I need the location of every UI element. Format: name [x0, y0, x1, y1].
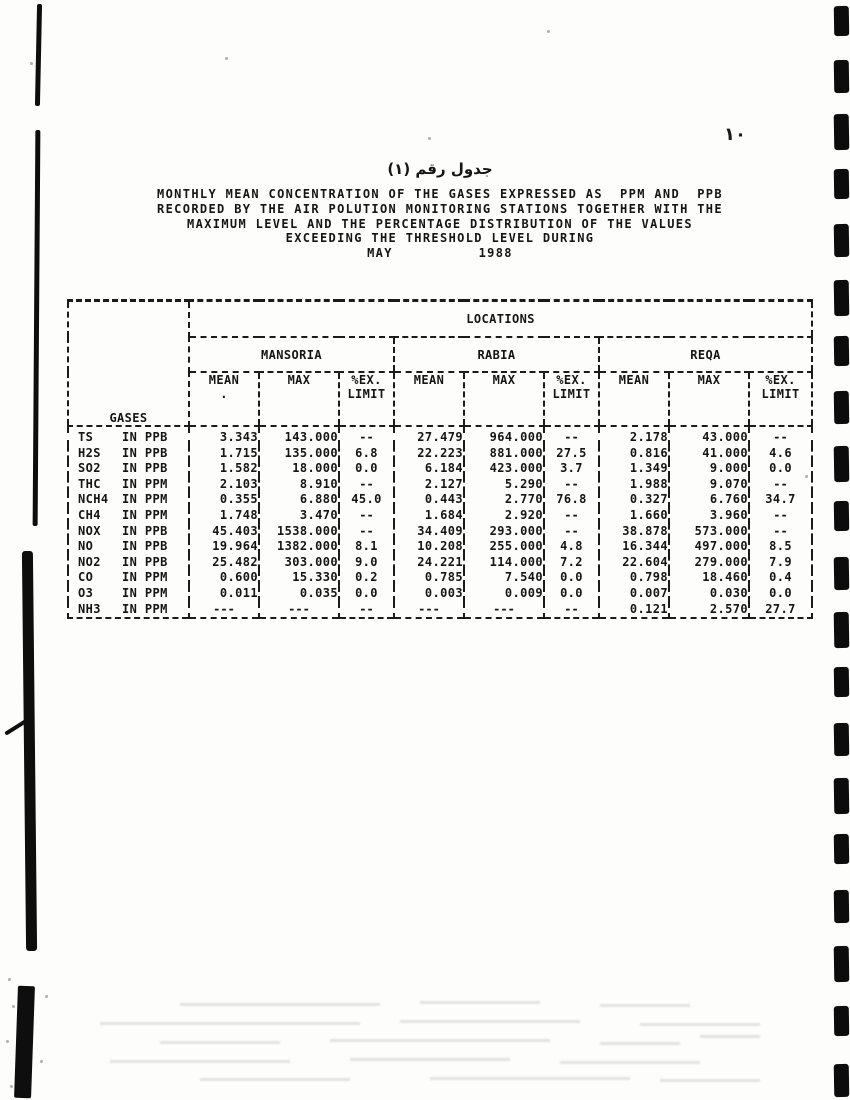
value-cell: 143.000: [259, 426, 339, 446]
gas-cell: [68, 570, 189, 586]
value-cell: ---: [394, 602, 464, 619]
table-row: [68, 602, 812, 619]
value-cell: 34.409: [394, 524, 464, 540]
bleed-through-noise: [560, 1061, 700, 1064]
bleed-through-noise: [180, 1003, 380, 1006]
value-cell: 0.0: [749, 586, 812, 602]
scan-speck: [30, 62, 33, 65]
table-number-arabic: جدول رقم (١): [387, 160, 493, 178]
value-cell: 0.011: [189, 586, 259, 602]
binding-hole-mark: [834, 336, 850, 366]
value-cell: 43.000: [669, 426, 749, 446]
document-title-line: MONTHLY MEAN CONCENTRATION OF THE GASES EXPRESSED AS PPM AND PPB: [157, 187, 723, 201]
bleed-through-noise: [420, 1001, 540, 1004]
bleed-through-noise: [640, 1023, 760, 1026]
gas-unit: IN PPM: [122, 507, 168, 522]
bleed-through-noise: [600, 1004, 690, 1007]
value-cell: --: [544, 508, 599, 524]
binding-hole-mark: [834, 890, 850, 923]
gas-cell: [68, 477, 189, 493]
scan-speck: [6, 1040, 9, 1043]
value-cell: 25.482: [189, 555, 259, 571]
col-header-ex-label: %EX.: [556, 373, 587, 387]
value-cell: 0.798: [599, 570, 669, 586]
value-cell: --: [544, 477, 599, 493]
gas-unit: IN PPM: [122, 476, 168, 491]
value-cell: 0.443: [394, 492, 464, 508]
page-number: ١٠: [724, 124, 746, 145]
value-cell: 135.000: [259, 446, 339, 462]
value-cell: 6.760: [669, 492, 749, 508]
value-cell: 7.540: [464, 570, 544, 586]
gas-name: NO2: [78, 554, 101, 569]
value-cell: 45.403: [189, 524, 259, 540]
value-cell: 6.880: [259, 492, 339, 508]
binding-hole-mark: [834, 1064, 850, 1097]
value-cell: 0.0: [339, 461, 394, 477]
value-cell: 0.600: [189, 570, 259, 586]
col-header-max: MAX: [259, 372, 339, 426]
gas-cell: [68, 426, 189, 446]
value-cell: 964.000: [464, 426, 544, 446]
col-header-max: MAX: [464, 372, 544, 426]
table-row: [68, 539, 812, 555]
value-cell: 881.000: [464, 446, 544, 462]
bleed-through-noise: [110, 1060, 290, 1063]
value-cell: --: [544, 426, 599, 446]
scan-speck: [12, 1005, 15, 1008]
gas-unit: IN PPB: [122, 523, 168, 538]
value-cell: 3.343: [189, 426, 259, 446]
value-cell: --: [749, 508, 812, 524]
gas-cell: [68, 555, 189, 571]
binding-hole-mark: [834, 612, 850, 648]
value-cell: 27.479: [394, 426, 464, 446]
value-cell: 0.030: [669, 586, 749, 602]
value-cell: 0.355: [189, 492, 259, 508]
bleed-through-noise: [160, 1041, 280, 1044]
scan-edge-stroke: [14, 986, 35, 1099]
binding-hole-mark: [834, 1006, 850, 1036]
value-cell: 0.0: [544, 570, 599, 586]
locations-header: LOCATIONS: [189, 301, 812, 338]
value-cell: 5.290: [464, 477, 544, 493]
table-row: [68, 446, 812, 462]
value-cell: 0.816: [599, 446, 669, 462]
value-cell: 1.582: [189, 461, 259, 477]
gas-cell: [68, 602, 189, 619]
col-header-ex-limit: [339, 372, 394, 426]
col-header-mean-label: MEAN: [208, 373, 240, 387]
value-cell: 1.988: [599, 477, 669, 493]
location-header-mansoria: MANSORIA: [189, 337, 394, 372]
value-cell: 6.8: [339, 446, 394, 462]
binding-hole-mark: [834, 280, 850, 316]
col-header-ex-label: %EX.: [351, 373, 382, 387]
value-cell: 1.715: [189, 446, 259, 462]
gas-cell: [68, 508, 189, 524]
value-cell: 114.000: [464, 555, 544, 571]
value-cell: 4.6: [749, 446, 812, 462]
location-header-rabia: RABIA: [394, 337, 599, 372]
gas-name: SO2: [78, 461, 101, 476]
value-cell: 2.178: [599, 426, 669, 446]
gas-unit: IN PPB: [122, 461, 168, 476]
binding-hole-mark: [834, 224, 850, 257]
binding-hole-mark: [834, 114, 850, 150]
value-cell: 0.003: [394, 586, 464, 602]
bleed-through-noise: [330, 1039, 550, 1042]
value-cell: 76.8: [544, 492, 599, 508]
binding-hole-mark: [834, 667, 850, 697]
value-cell: 8.1: [339, 539, 394, 555]
gas-cell: [68, 461, 189, 477]
col-header-limit-label: LIMIT: [552, 387, 591, 401]
value-cell: --: [544, 524, 599, 540]
binding-hole-mark: [834, 6, 850, 36]
value-cell: 18.460: [669, 570, 749, 586]
col-header-ex-limit: [544, 372, 599, 426]
value-cell: 3.470: [259, 508, 339, 524]
value-cell: 0.785: [394, 570, 464, 586]
binding-hole-mark: [834, 391, 850, 424]
gas-name: NOX: [78, 523, 101, 538]
value-cell: 573.000: [669, 524, 749, 540]
gas-unit: IN PPM: [122, 585, 168, 600]
col-header-mean: MEAN: [394, 372, 464, 426]
table-row: [68, 524, 812, 540]
gas-unit: IN PPM: [122, 570, 168, 585]
value-cell: ---: [464, 602, 544, 619]
gas-name: CO: [78, 570, 94, 585]
value-cell: --: [749, 477, 812, 493]
value-cell: 16.344: [599, 539, 669, 555]
value-cell: 0.0: [749, 461, 812, 477]
scan-speck: [8, 978, 11, 981]
value-cell: 45.0: [339, 492, 394, 508]
value-cell: 2.127: [394, 477, 464, 493]
value-cell: ---: [189, 602, 259, 619]
value-cell: 2.103: [189, 477, 259, 493]
value-cell: --: [339, 508, 394, 524]
scan-edge-stroke: [33, 130, 41, 526]
bleed-through-noise: [400, 1020, 580, 1023]
value-cell: --: [339, 524, 394, 540]
value-cell: 497.000: [669, 539, 749, 555]
scan-edge-stroke: [35, 4, 42, 106]
value-cell: 10.208: [394, 539, 464, 555]
binding-hole-mark: [834, 501, 850, 531]
gas-cell: [68, 446, 189, 462]
scan-edge-stroke: [22, 551, 37, 951]
value-cell: 38.878: [599, 524, 669, 540]
gas-name: THC: [78, 476, 101, 491]
gas-name: O3: [78, 585, 94, 600]
value-cell: 22.604: [599, 555, 669, 571]
gas-cell: [68, 586, 189, 602]
value-cell: 24.221: [394, 555, 464, 571]
value-cell: 0.4: [749, 570, 812, 586]
scan-speck: [428, 137, 431, 140]
gas-name: NCH4: [78, 492, 109, 507]
binding-hole-mark: [834, 557, 850, 590]
binding-hole-mark: [834, 723, 850, 756]
value-cell: 7.9: [749, 555, 812, 571]
binding-hole-mark: [834, 946, 850, 982]
value-cell: 27.5: [544, 446, 599, 462]
value-cell: 6.184: [394, 461, 464, 477]
col-header-ex-label: %EX.: [765, 373, 796, 387]
col-header-max: MAX: [669, 372, 749, 426]
col-header-mean: MEAN: [599, 372, 669, 426]
bleed-through-noise: [600, 1042, 680, 1045]
col-header-ex-limit: [749, 372, 812, 426]
scan-speck: [547, 30, 550, 33]
document-title-line: MAXIMUM LEVEL AND THE PERCENTAGE DISTRIBUTION OF THE VALUES: [187, 216, 693, 231]
value-cell: 0.035: [259, 586, 339, 602]
value-cell: 0.121: [599, 602, 669, 619]
scan-speck: [805, 475, 808, 478]
value-cell: 8.5: [749, 539, 812, 555]
col-header-mean: [189, 372, 259, 426]
value-cell: 1382.000: [259, 539, 339, 555]
table-row: [68, 492, 812, 508]
value-cell: 255.000: [464, 539, 544, 555]
gas-cell: [68, 539, 189, 555]
document-title-line: RECORDED BY THE AIR POLUTION MONITORING STATIONS TOGETHER WITH THE: [157, 201, 723, 216]
value-cell: 0.327: [599, 492, 669, 508]
gas-unit: IN PPM: [122, 601, 168, 616]
value-cell: 19.964: [189, 539, 259, 555]
scan-speck: [40, 1060, 43, 1063]
value-cell: 279.000: [669, 555, 749, 571]
binding-hole-mark: [834, 778, 850, 814]
value-cell: --: [544, 602, 599, 619]
value-cell: 9.000: [669, 461, 749, 477]
bleed-through-noise: [700, 1035, 760, 1038]
value-cell: 27.7: [749, 602, 812, 619]
value-cell: --: [339, 426, 394, 446]
value-cell: 2.770: [464, 492, 544, 508]
value-cell: 22.223: [394, 446, 464, 462]
col-header-limit-label: LIMIT: [347, 387, 386, 401]
bleed-through-noise: [100, 1022, 360, 1025]
value-cell: 18.000: [259, 461, 339, 477]
table-row: [68, 570, 812, 586]
value-cell: 4.8: [544, 539, 599, 555]
value-cell: 41.000: [669, 446, 749, 462]
value-cell: 0.007: [599, 586, 669, 602]
gas-unit: IN PPB: [122, 554, 168, 569]
concentration-table: [67, 299, 811, 619]
bleed-through-noise: [200, 1078, 350, 1081]
value-cell: 0.0: [339, 586, 394, 602]
bleed-through-noise: [430, 1077, 630, 1080]
value-cell: 34.7: [749, 492, 812, 508]
value-cell: --: [339, 602, 394, 619]
value-cell: 0.2: [339, 570, 394, 586]
table-row: [68, 508, 812, 524]
gas-name: NH3: [78, 601, 101, 616]
scan-speck: [225, 57, 228, 60]
gases-column-header: GASES: [68, 301, 189, 427]
value-cell: 1.748: [189, 508, 259, 524]
value-cell: 2.570: [669, 602, 749, 619]
gas-name: NO: [78, 539, 94, 554]
stray-dot: .: [220, 387, 228, 401]
gas-name: TS: [78, 430, 94, 444]
binding-hole-mark: [834, 834, 850, 864]
gas-unit: IN PPM: [122, 492, 168, 507]
value-cell: 8.910: [259, 477, 339, 493]
value-cell: 293.000: [464, 524, 544, 540]
value-cell: --: [749, 426, 812, 446]
gas-name: H2S: [78, 445, 101, 460]
value-cell: 7.2: [544, 555, 599, 571]
value-cell: 9.0: [339, 555, 394, 571]
document-title-line: MAY 1988: [367, 246, 513, 261]
col-header-limit-label: LIMIT: [761, 387, 800, 401]
value-cell: --: [749, 524, 812, 540]
value-cell: 3.7: [544, 461, 599, 477]
value-cell: 0.009: [464, 586, 544, 602]
gas-cell: [68, 492, 189, 508]
bleed-through-noise: [660, 1079, 760, 1082]
table-row: [68, 586, 812, 602]
value-cell: 3.960: [669, 508, 749, 524]
scan-speck: [45, 995, 48, 998]
binding-hole-mark: [834, 446, 850, 482]
value-cell: ---: [259, 602, 339, 619]
value-cell: 2.920: [464, 508, 544, 524]
value-cell: 0.0: [544, 586, 599, 602]
value-cell: 1.349: [599, 461, 669, 477]
binding-hole-mark: [834, 169, 850, 199]
binding-hole-mark: [834, 60, 850, 93]
value-cell: 15.330: [259, 570, 339, 586]
value-cell: 1.684: [394, 508, 464, 524]
value-cell: 1538.000: [259, 524, 339, 540]
value-cell: --: [339, 477, 394, 493]
bleed-through-noise: [350, 1058, 510, 1061]
table-row: [68, 461, 812, 477]
table-row: [68, 477, 812, 493]
document-title-line: EXCEEDING THE THRESHOLD LEVEL DURING: [285, 231, 595, 246]
gas-cell: [68, 524, 189, 540]
value-cell: 1.660: [599, 508, 669, 524]
table-row: [68, 426, 812, 446]
gas-name: CH4: [78, 507, 101, 522]
value-cell: 9.070: [669, 477, 749, 493]
table-row: [68, 555, 812, 571]
gas-unit: IN PPB: [122, 539, 168, 554]
gas-unit: IN PPB: [122, 445, 168, 460]
value-cell: 303.000: [259, 555, 339, 571]
title-block: [110, 160, 770, 261]
location-header-reqa: REQA: [599, 337, 812, 372]
value-cell: 423.000: [464, 461, 544, 477]
gas-unit: IN PPB: [122, 430, 168, 444]
scan-speck: [10, 1085, 13, 1088]
